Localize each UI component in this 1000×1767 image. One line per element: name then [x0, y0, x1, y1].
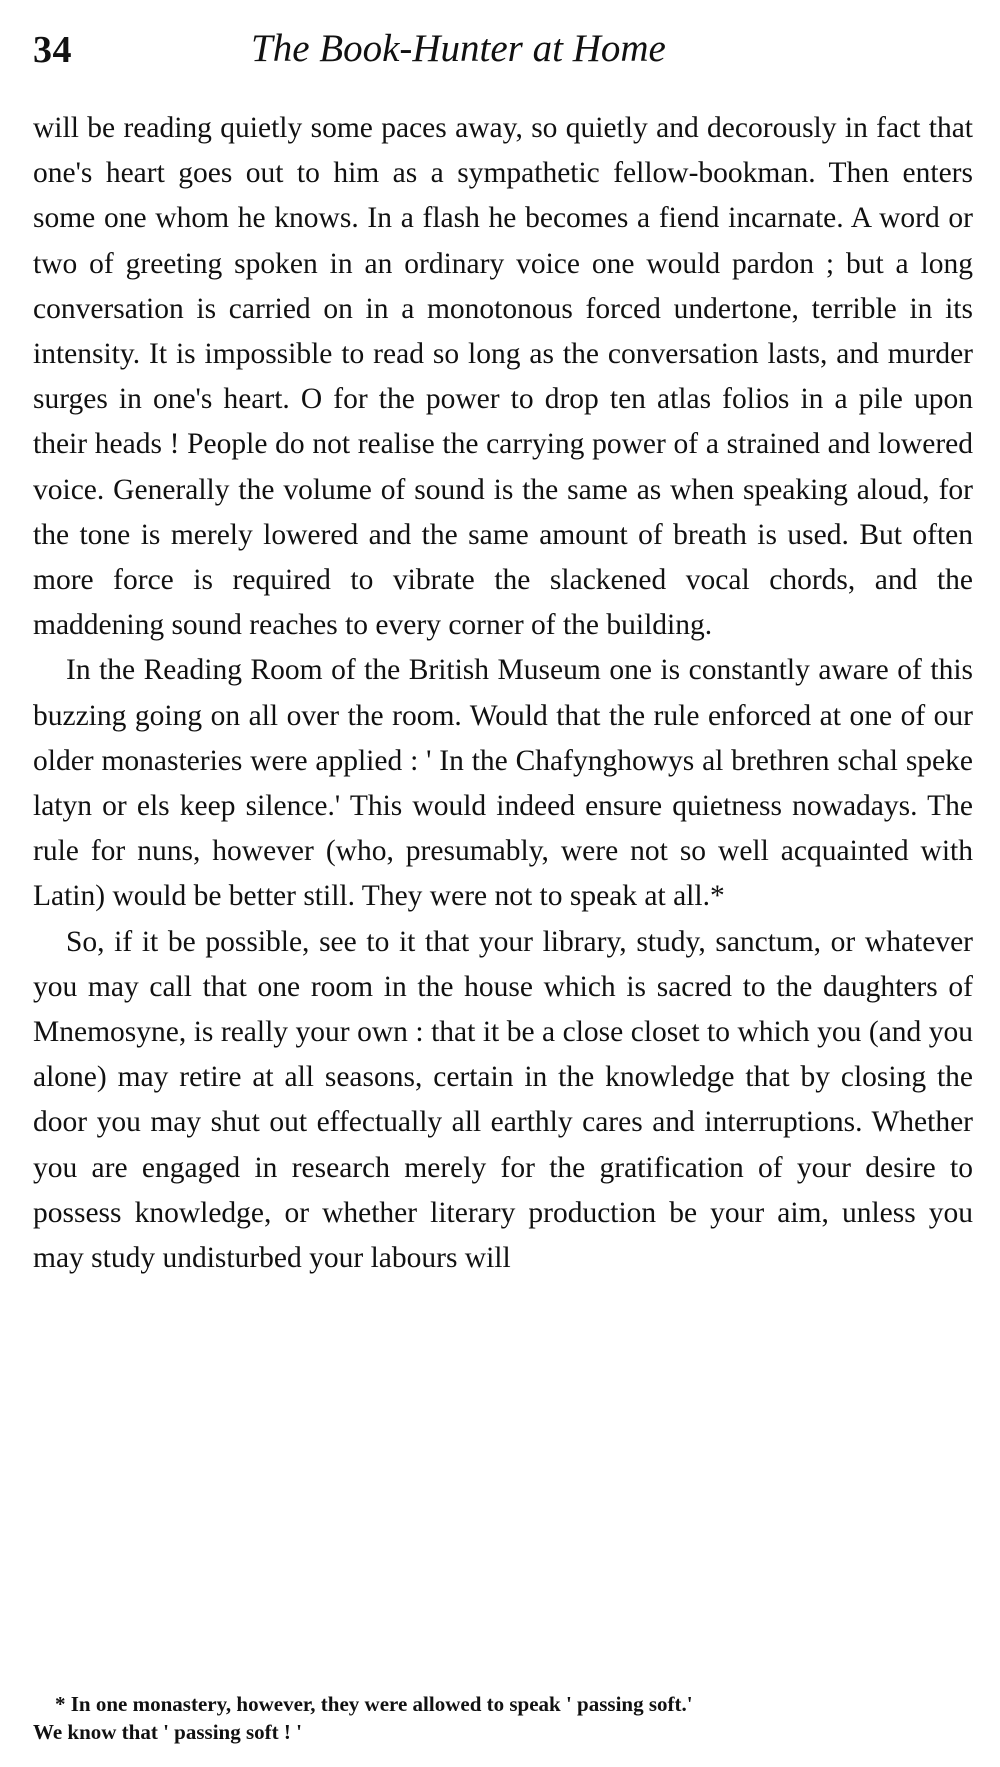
body-text: [33, 106, 973, 1281]
paragraph-library-advice: So, if it be possible, see to it that your library, study, sanctum, or whatever you may call that one room in the house which is sacred to the daughters of Mnemosyne, is really your own : that it be a close closet to which you (and you alone) may retire at all seasons, certain in the knowledge that by closing the door you may shut out effectually all earthly cares and interruptions. Whether you are engaged in research merely for the gratification of your desire to possess knowledge, or whether literary production be your aim, unless you may study undisturbed your labours will: [33, 925, 973, 1275]
running-head: [33, 28, 973, 78]
footnote-line-1: * In one monastery, however, they were allowed to speak ' passing soft.': [55, 1692, 693, 1716]
paragraph-reading-room: In the Reading Room of the British Museum one is constantly aware of this buzzing going on all over the room. Would that the rule enforced at one of our older monasteries were applied : ' In the Chafynghowys al brethren schal speke latyn or els keep silence.' This would indeed ensure quietness nowadays. The rule for nuns, however (who, presumably, were not so well acquainted with Latin) would be better still. They were not to speak at all.*: [33, 654, 973, 913]
footnote-line-2: We know that ' passing soft ! ': [33, 1720, 302, 1744]
paragraph-continued: will be reading quietly some paces away, so quietly and decorously in fact that one's heart goes out to him as a sympathetic fellow-bookman. Then enters some one whom he knows. In a flash he becomes a fiend incarnate. A word or two of greeting spoken in an ordinary voice one would pardon ; but a long conversation is carried on in a monotonous forced undertone, terrible in its intensity. It is impossible to read so long as the conversation lasts, and murder surges in one's heart. O for the power to drop ten atlas folios in a pile upon their heads ! People do not realise the carrying power of a strained and lowered voice. Generally the volume of sound is the same as when speaking aloud, for the tone is merely lowered and the same amount of breath is used. But often more force is required to vibrate the slackened vocal chords, and the maddening sound reaches to every corner of the building.: [33, 112, 973, 642]
page-number: 34: [33, 29, 72, 71]
footnote: [33, 1690, 973, 1746]
running-title: The Book-Hunter at Home: [251, 27, 666, 70]
